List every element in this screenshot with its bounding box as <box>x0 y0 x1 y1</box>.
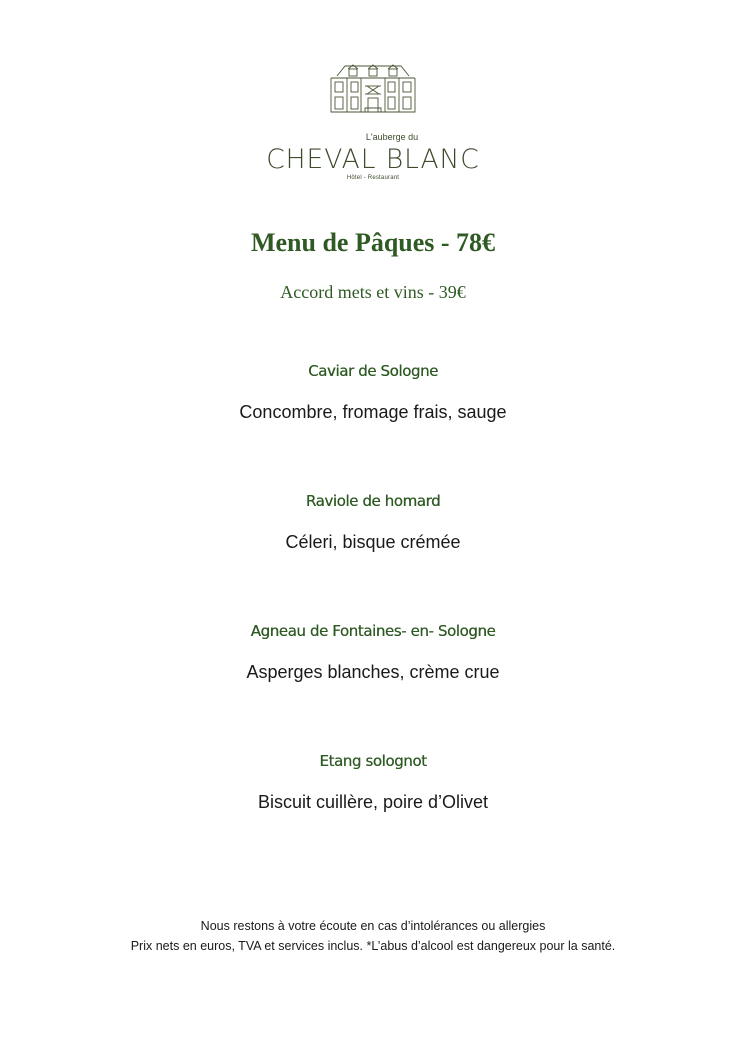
logo <box>0 64 746 181</box>
course-description: Concombre, fromage frais, sauge <box>239 402 507 422</box>
course-name: Raviole de homard <box>305 492 441 510</box>
logo-small-text: L'auberge du <box>365 132 419 142</box>
footer-price-note: Prix nets en euros, TVA et services inclus. *L’abus d’alcool est dangereux pour la santé. <box>130 939 616 953</box>
course-4 <box>0 752 746 813</box>
course-description: Biscuit cuillère, poire d’Olivet <box>257 792 489 812</box>
course-3 <box>0 622 746 683</box>
course-name: Agneau de Fontaines- en- Sologne <box>250 622 496 640</box>
menu-title: Menu de Pâques - 78€ <box>250 228 496 257</box>
logo-subtitle: Hôtel - Restaurant <box>346 175 400 181</box>
course-1 <box>0 362 746 423</box>
course-description: Céleri, bisque crémée <box>285 532 461 552</box>
building-icon <box>327 64 419 114</box>
footer-allergy-note: Nous restons à votre écoute en cas d’intolérances ou allergies <box>200 919 546 933</box>
logo-name: CHEVAL BLANC <box>266 144 480 175</box>
menu-pairing: Accord mets et vins - 39€ <box>280 282 466 302</box>
course-name: Caviar de Sologne <box>308 362 438 380</box>
course-name: Etang solognot <box>319 752 427 770</box>
course-2 <box>0 492 746 553</box>
course-description: Asperges blanches, crème crue <box>246 662 500 682</box>
footer <box>120 916 626 956</box>
